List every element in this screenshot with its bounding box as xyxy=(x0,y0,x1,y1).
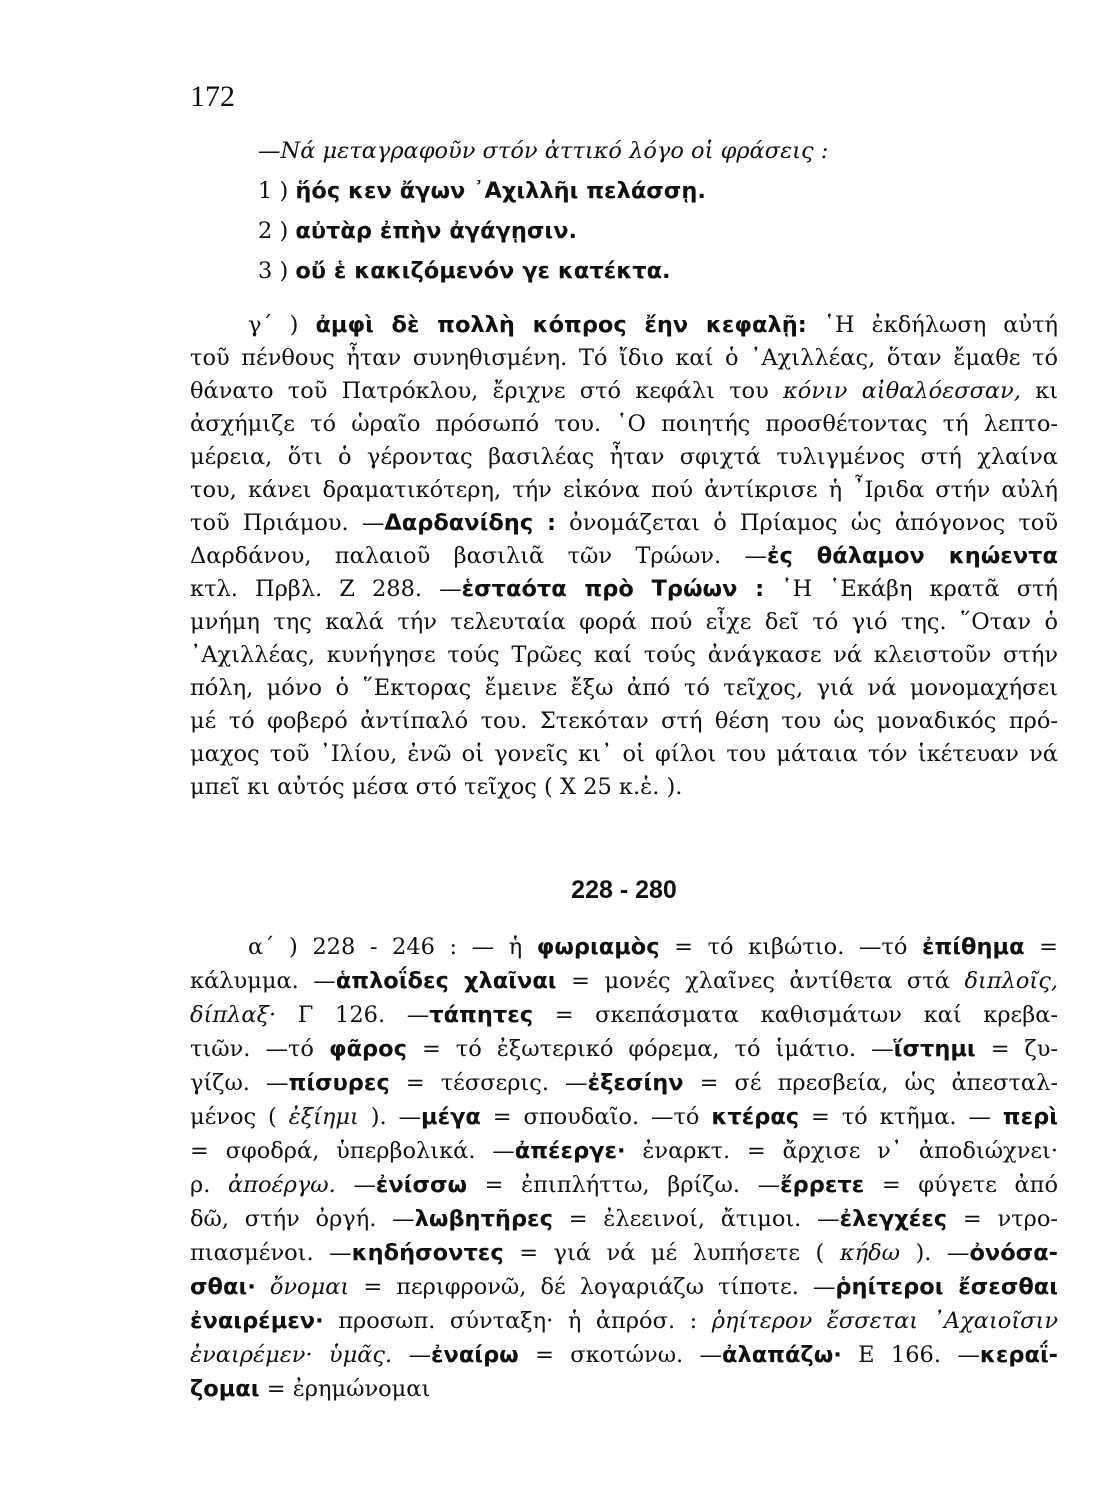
glossary-line: πιασμένοι. —κηδήσοντες = γιά νά μέ λυπήσετε ( κήδω ). —ὀνόσα- xyxy=(190,1240,1058,1266)
glossary-line: ἐναιρέμεν· προσωπ. σύνταξη· ἡ ἀπρόσ. : ῥηίτερον ἔσσεται ᾿Αχαιοῖσιν xyxy=(190,1308,1059,1334)
exercise-item: 2 ) αὐτὰρ ἐπὴν ἀγάγῃσιν. xyxy=(258,218,578,244)
text-line: τοῦ πένθους ἦταν συνηθισμένη. Τό ἴδιο καί ὁ ᾿Αχιλλέας, ὅταν ἔμαθε τό xyxy=(190,345,1058,371)
glossary-line: δίπλαξ· Γ 126. —τάπητες = σκεπάσματα καθισμάτων καί κρεβα- xyxy=(190,1002,1059,1028)
section-heading: 228 - 280 xyxy=(571,876,677,904)
glossary-line: μένος ( ἐξίημι ). —μέγα = σπουδαῖο. —τό κτέρας = τό κτῆμα. — περὶ xyxy=(190,1104,1058,1130)
glossary-line: ζομαι = ἐρημώνομαι xyxy=(190,1376,431,1402)
text-line: Δαρδάνου, παλαιοῦ βασιλιᾶ τῶν Τρώων. —ἐς θάλαμον κηώεντα xyxy=(190,543,1058,569)
glossary-line: ἐναιρέμεν· ὑμᾶς. —ἐναίρω = σκοτώνω. —ἀλαπάζω· Ε 166. —κεραΐ- xyxy=(190,1342,1059,1368)
exercise-instruction: —Νά μεταγραφοῦν στόν ἀττικό λόγο οἱ φράσεις : xyxy=(258,138,829,164)
page-number: 172 xyxy=(190,80,235,113)
glossary-line: = σφοδρά, ὑπερβολικά. —ἀπέεργε· ἐναρκτ. = ἄρχισε ν᾿ ἀποδιώχνει· xyxy=(190,1138,1058,1164)
text-line: μέ τό φοβερό ἀντίπαλό του. Στεκόταν στή θέση του ὡς μοναδικός πρό- xyxy=(190,708,1058,734)
text-line: θάνατο τοῦ Πατρόκλου, ἔριχνε στό κεφάλι του κόνιν αἰθαλόεσσαν, κι xyxy=(190,378,1059,404)
glossary-line: δῶ, στήν ὀργή. —λωβητῆρες = ἐλεεινοί, ἄτιμοι. —ἐλεγχέες = ντρο- xyxy=(190,1206,1058,1232)
text-line: μπεῖ κι αὐτός μέσα στό τεῖχος ( Χ 25 κ.ἑ. ). xyxy=(190,774,683,800)
exercise-item: 3 ) οὔ ἑ κακιζόμενόν γε κατέκτα. xyxy=(258,258,671,284)
glossary-line: γίζω. —πίσυρες = τέσσερις. —ἐξεσίην = σέ πρεσβεία, ὡς ἀπεσταλ- xyxy=(190,1070,1058,1096)
glossary-line: κάλυμμα. —ἁπλοΐδες χλαῖναι = μονές χλαῖνες ἀντίθετα στά διπλοῖς, xyxy=(190,968,1058,994)
text-line: μέρεια, ὅτι ὁ γέροντας βασιλέας ἦταν σφιχτά τυλιγμένος στή χλαίνα xyxy=(190,444,1058,470)
exercise-item: 1 ) ἥός κεν ἄγων ᾿Αχιλλῆι πελάσσῃ. xyxy=(258,178,706,204)
text-line: μαχος τοῦ ᾿Ιλίου, ἐνῶ οἱ γονεῖς κι᾿ οἱ φίλοι του μάταια τόν ἱκέτευαν νά xyxy=(190,741,1058,767)
glossary-line: σθαι· ὄνομαι = περιφρονῶ, δέ λογαριάζω τίποτε. —ῥηίτεροι ἔσεσθαι xyxy=(190,1274,1059,1300)
glossary-line: ρ. ἀποέργω. —ἐνίσσω = ἐπιπλήττω, βρίζω. —ἔρρετε = φύγετε ἀπό xyxy=(190,1172,1058,1198)
text-line: ᾿Αχιλλέας, κυνήγησε τούς Τρῶες καί τούς ἀνάγκασε νά κλειστοῦν στήν xyxy=(190,642,1058,668)
text-line: ἀσχήμιζε τό ὡραῖο πρόσωπό του. ῾Ο ποιητής προσθέτοντας τή λεπτο- xyxy=(190,411,1058,437)
text-line: γ΄ ) ἀμφὶ δὲ πολλὴ κόπρος ἔην κεφαλῇ: ῾Η ἐκδήλωση αὐτή xyxy=(248,312,1059,338)
text-line: κτλ. Πρβλ. Ζ 288. —ἑσταότα πρὸ Τρώων : ῾Η ῾Εκάβη κρατᾶ στή xyxy=(190,576,1059,602)
text-line: του, κάνει δραματικότερη, τήν εἰκόνα πού ἀντίκρισε ἡ ῏Ιριδα στήν αὐλή xyxy=(190,477,1058,503)
text-line: πόλη, μόνο ὁ ῞Εκτορας ἔμεινε ἔξω ἀπό τό τεῖχος, γιά νά μονομαχήσει xyxy=(190,675,1058,701)
text-line: τοῦ Πριάμου. —Δαρδανίδης : ὀνομάζεται ὁ Πρίαμος ὡς ἀπόγονος τοῦ xyxy=(190,510,1059,536)
glossary-line: τιῶν. —τό φᾶρος = τό ἐξωτερικό φόρεμα, τό ἱμάτιο. —ἵστημι = ζυ- xyxy=(190,1036,1059,1062)
text-line: μνήμη της καλά τήν τελευταία φορά πού εἶχε δεῖ τό γιό της. ῞Οταν ὁ xyxy=(190,609,1058,635)
glossary-line: α΄ ) 228 - 246 : — ἡ φωριαμὸς = τό κιβώτιο. —τό ἐπίθημα = xyxy=(248,934,1058,960)
